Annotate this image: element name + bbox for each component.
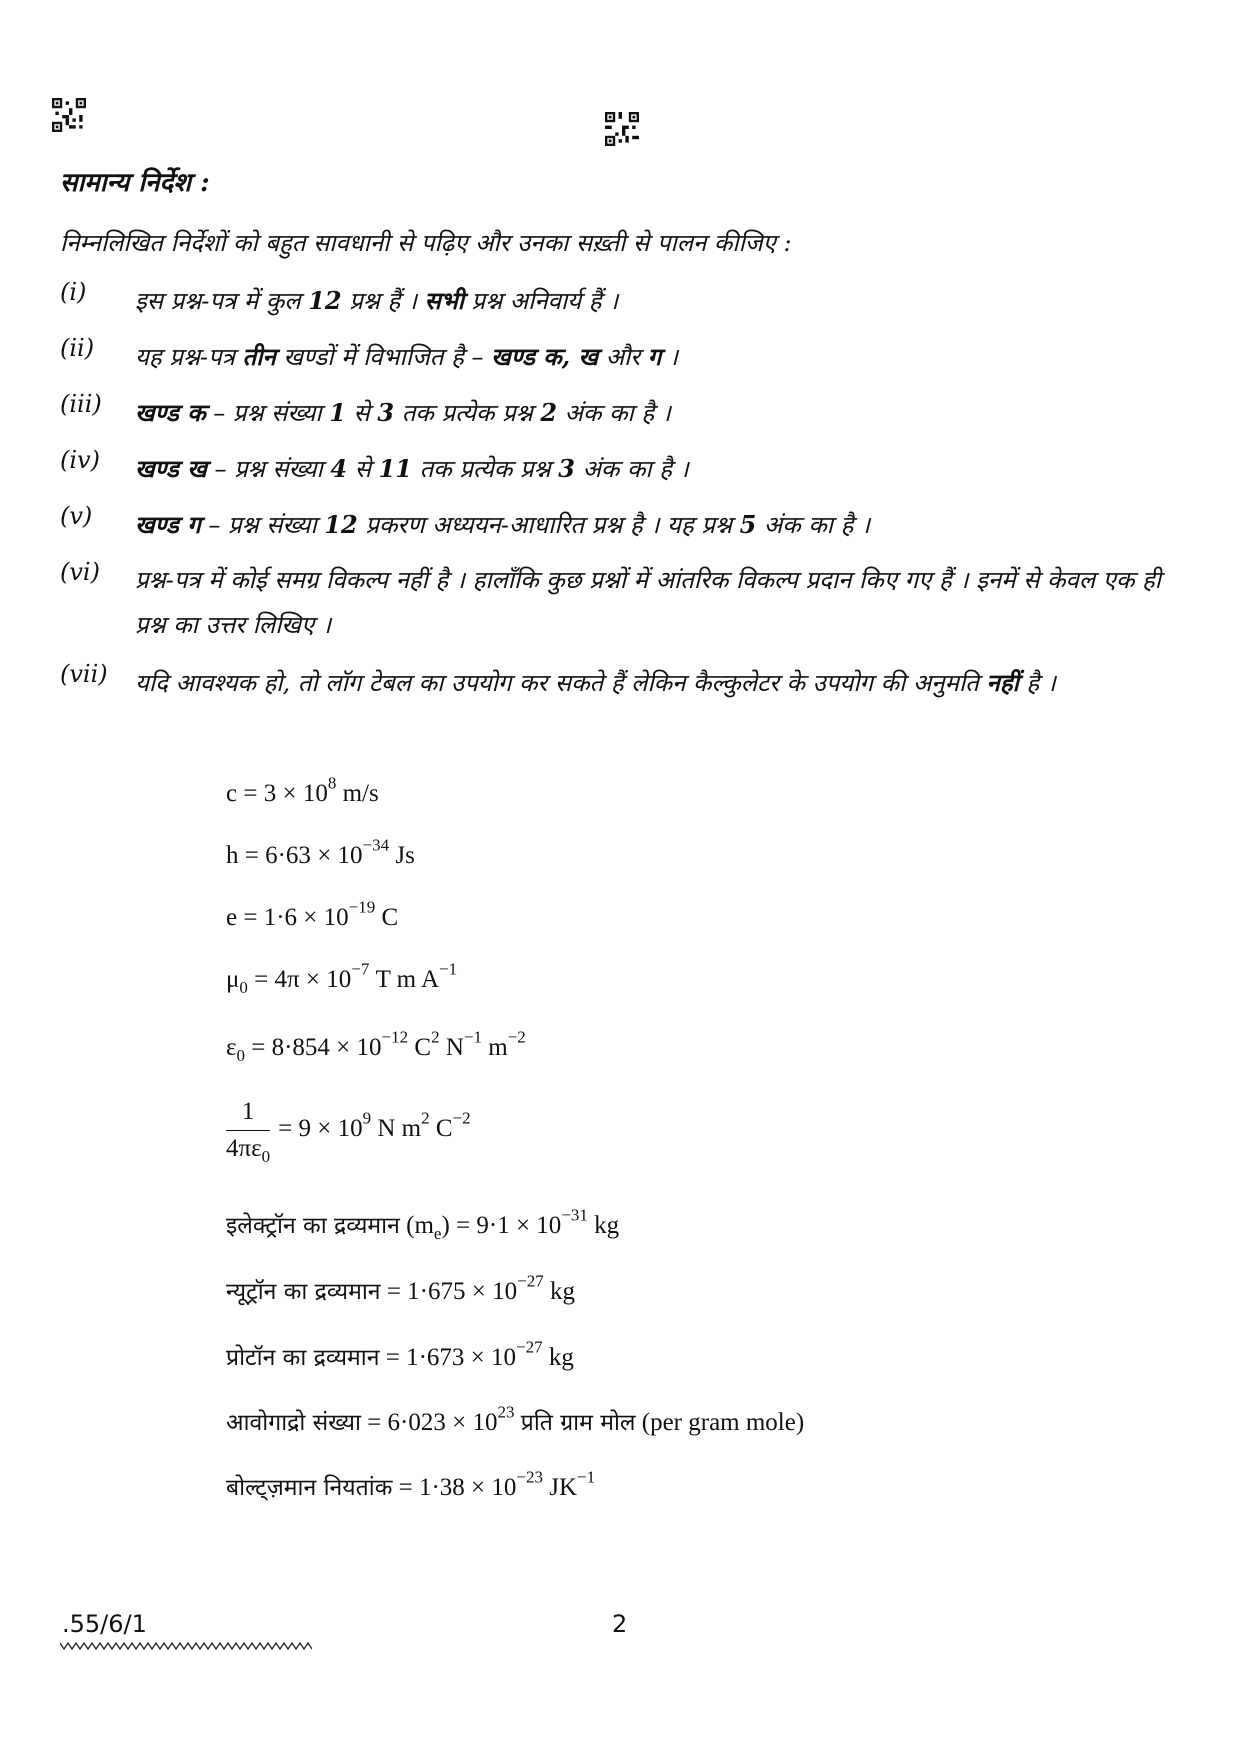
instruction-number: (iv) [60,446,100,474]
instruction-5: (v) खण्ड ग – प्रश्न संख्या 12 प्रकरण अध्ययन-आधारित प्रश्न है । यह प्रश्न 5 अंक का है । [60,502,871,539]
constant-coulomb: $\frac{1}{4\pi\varepsilon_0}$ = $9 \times 10^9$ N $m^2$ $C^{-2}$ [226,1098,471,1166]
instruction-number: (i) [60,278,87,306]
instruction-number: (iii) [60,390,102,418]
instruction-6: (vi) प्रश्न-पत्र में कोई समग्र विकल्प नहीं है । हालाँकि कुछ प्रश्नों में आंतरिक विकल्प प्रदान किए गए हैं । इनमें से केवल एक ही प्रश्न का उत्तर लिखिए । [60,558,1162,639]
constant-proton-mass: प्रोटॉन का द्रव्यमान = $1\cdot 673 \times 10^{-27}$ kg [226,1337,574,1371]
constant-boltzmann: बोल्ट्ज़मान नियतांक = $1\cdot 38 \times 10^{-23}$ $JK^{-1}$ [226,1467,596,1501]
instructions-intro: निम्नलिखित निर्देशों को बहुत सावधानी से पढ़िए और उनका सख़्ती से पालन कीजिए : [60,229,792,257]
constant-planck: $h = 6\cdot 63 \times 10^{-34}$ Js [226,835,415,869]
wavy-underline [60,1640,312,1652]
instruction-7: (vii) यदि आवश्यक हो, तो लॉग टेबल का उपयोग कर सकते हैं लेकिन कैल्कुलेटर के उपयोग की अनुमति नहीं है । [60,660,1056,697]
constant-electron-charge: $e = 1\cdot 6 \times 10^{-19}$ C [226,897,399,931]
constant-permittivity: $\varepsilon_0 = 8\cdot 854 \times 10^{-12}$ $C^2$ $N^{-1}$ $m^{-2}$ [226,1027,526,1065]
instruction-4: (iv) खण्ड ख – प्रश्न संख्या 4 से 11 तक प्रत्येक प्रश्न 3 अंक का है । [60,446,689,483]
instruction-2: (ii) यह प्रश्न-पत्र तीन खण्डों में विभाजित है – खण्ड क, ख और ग । [60,334,678,371]
instruction-number: (v) [60,502,93,530]
constant-permeability: $\mu_0 = 4\pi \times 10^{-7}$ T m $A^{-1}$ [226,959,458,997]
instruction-number: (vi) [60,558,100,586]
constant-avogadro: आवोगाद्रो संख्या = $6\cdot 023 \times 10^{23}$ प्रति ग्राम मोल (per gram mole) [226,1402,805,1436]
coulomb-fraction: $\frac{1}{4\pi\varepsilon_0}$ [226,1098,271,1166]
constant-neutron-mass: न्यूट्रॉन का द्रव्यमान = $1\cdot 675 \times 10^{-27}$ kg [226,1271,575,1305]
paper-code: .55/6/1 [62,1610,147,1638]
constant-electron-mass: इलेक्ट्रॉन का द्रव्यमान $(m_e) = 9\cdot 1 \times 10^{-31}$ kg [226,1205,620,1243]
qr-code-left [52,98,86,132]
instruction-number: (vii) [60,660,108,688]
qr-code-center [605,112,639,146]
instruction-number: (ii) [60,334,95,362]
instruction-1: (i) इस प्रश्न-पत्र में कुल 12 प्रश्न हैं । सभी प्रश्न अनिवार्य हैं । [60,278,619,315]
constant-speed-of-light: $c = 3 \times 10^8$ m/s [226,773,379,807]
general-instructions-heading: सामान्य निर्देश : [60,168,210,198]
page-number: 2 [612,1610,628,1638]
instruction-3: (iii) खण्ड क – प्रश्न संख्या 1 से 3 तक प्रत्येक प्रश्न 2 अंक का है । [60,390,671,427]
